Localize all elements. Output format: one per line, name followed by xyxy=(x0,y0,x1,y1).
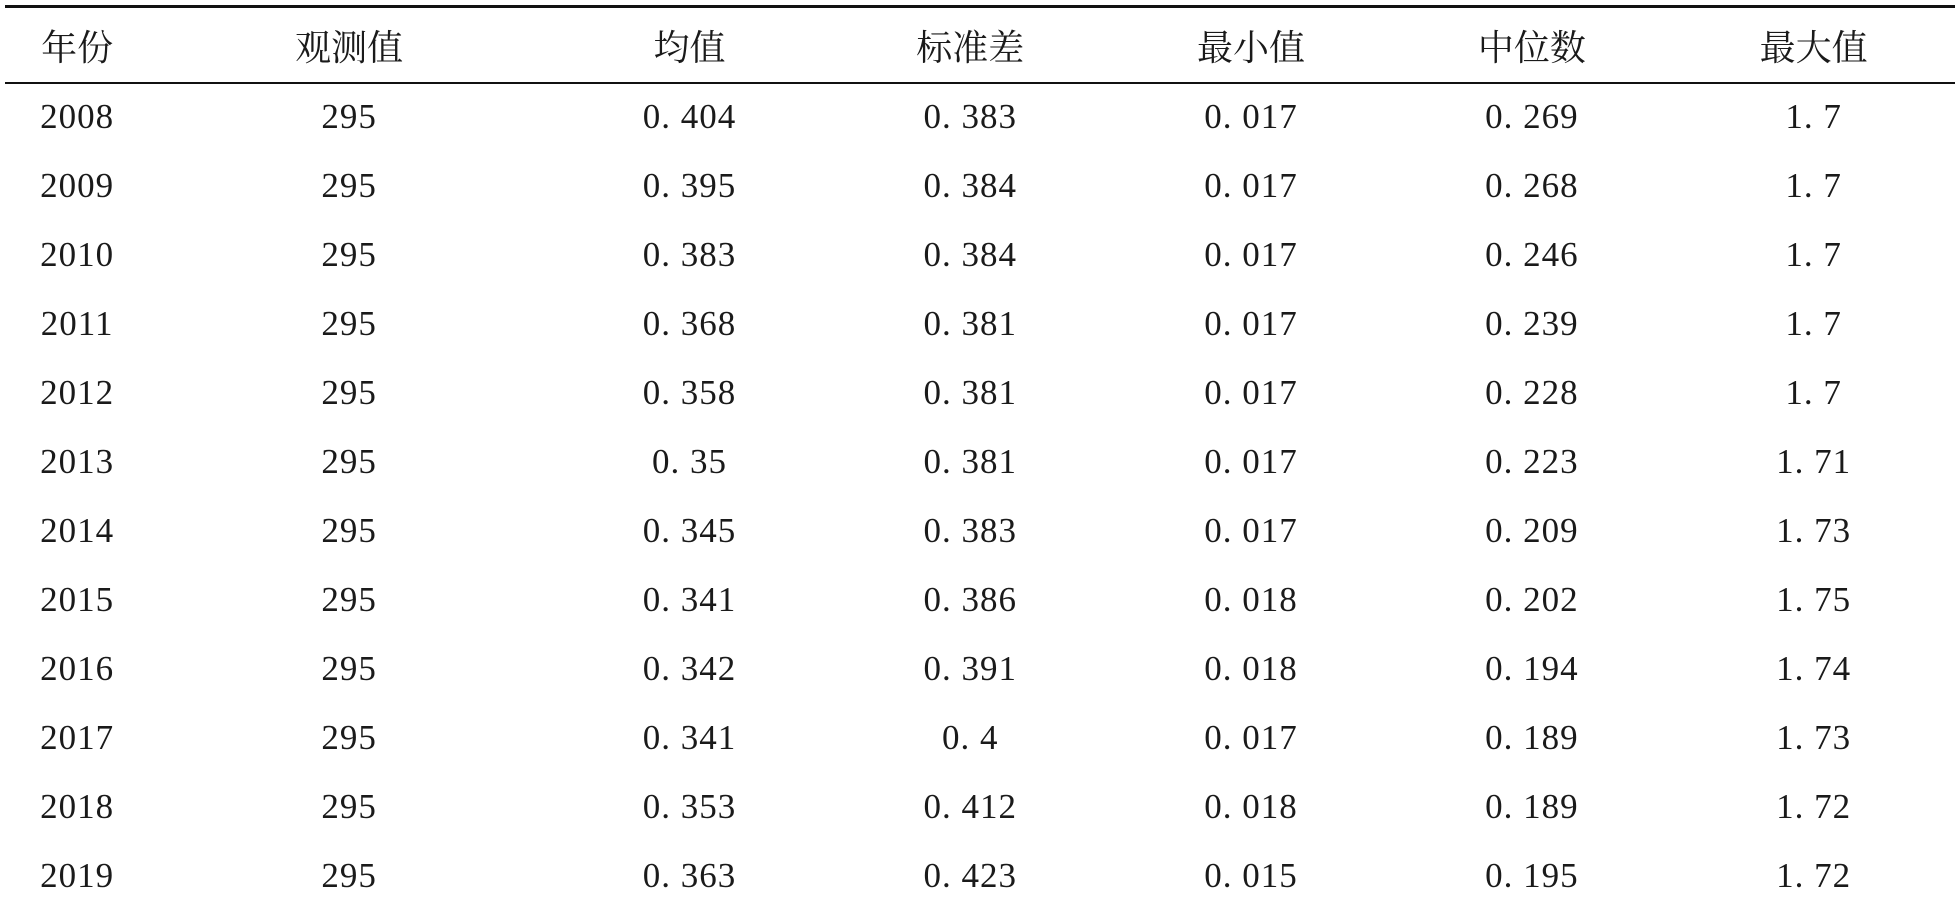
table-row xyxy=(5,82,1955,151)
cell-observations: 295 xyxy=(321,234,377,274)
cell-std-dev: 0. 381 xyxy=(923,441,1017,481)
header-mean: 均值 xyxy=(653,27,726,68)
cell-median: 0. 209 xyxy=(1485,510,1579,550)
cell-mean: 0. 35 xyxy=(651,441,727,481)
cell-max: 1. 75 xyxy=(1776,579,1852,619)
table-header-row xyxy=(5,8,1955,82)
table-row xyxy=(5,289,1955,358)
cell-year: 2019 xyxy=(40,855,115,895)
cell-mean: 0. 342 xyxy=(642,648,737,688)
table-row xyxy=(5,565,1955,634)
cell-max: 1. 73 xyxy=(1776,717,1852,757)
cell-mean: 0. 353 xyxy=(642,786,737,826)
cell-std-dev: 0. 386 xyxy=(923,579,1017,619)
cell-year: 2009 xyxy=(40,165,115,205)
table-body xyxy=(5,82,1955,910)
cell-observations: 295 xyxy=(321,303,377,343)
cell-year: 2008 xyxy=(40,96,115,136)
cell-median: 0. 228 xyxy=(1485,372,1579,412)
cell-max: 1. 73 xyxy=(1776,510,1852,550)
cell-mean: 0. 395 xyxy=(642,165,737,205)
cell-min: 0. 017 xyxy=(1204,441,1298,481)
cell-observations: 295 xyxy=(321,855,377,895)
table-row xyxy=(5,358,1955,427)
cell-observations: 295 xyxy=(321,441,377,481)
cell-year: 2012 xyxy=(40,372,115,412)
cell-median: 0. 239 xyxy=(1485,303,1579,343)
cell-median: 0. 189 xyxy=(1485,717,1579,757)
cell-median: 0. 269 xyxy=(1485,96,1579,136)
table-row xyxy=(5,151,1955,220)
table-row xyxy=(5,427,1955,496)
cell-year: 2013 xyxy=(40,441,115,481)
cell-std-dev: 0. 383 xyxy=(923,510,1017,550)
cell-year: 2015 xyxy=(40,579,115,619)
table-row xyxy=(5,703,1955,772)
cell-median: 0. 223 xyxy=(1485,441,1579,481)
cell-median: 0. 268 xyxy=(1485,165,1579,205)
cell-observations: 295 xyxy=(321,372,377,412)
cell-min: 0. 018 xyxy=(1204,648,1298,688)
cell-year: 2018 xyxy=(40,786,115,826)
cell-year: 2011 xyxy=(40,303,114,343)
header-median: 中位数 xyxy=(1477,27,1586,68)
cell-min: 0. 017 xyxy=(1204,234,1298,274)
cell-year: 2016 xyxy=(40,648,115,688)
cell-min: 0. 017 xyxy=(1204,96,1298,136)
cell-std-dev: 0. 383 xyxy=(923,96,1017,136)
cell-min: 0. 018 xyxy=(1204,786,1298,826)
cell-min: 0. 015 xyxy=(1204,855,1298,895)
cell-max: 1. 7 xyxy=(1785,372,1842,412)
cell-std-dev: 0. 391 xyxy=(923,648,1017,688)
cell-observations: 295 xyxy=(321,96,377,136)
cell-observations: 295 xyxy=(321,510,377,550)
header-std-dev: 标准差 xyxy=(916,27,1025,68)
cell-std-dev: 0. 381 xyxy=(923,372,1017,412)
cell-max: 1. 7 xyxy=(1785,303,1842,343)
cell-year: 2014 xyxy=(40,510,115,550)
cell-min: 0. 017 xyxy=(1204,717,1298,757)
cell-max: 1. 7 xyxy=(1785,96,1842,136)
cell-mean: 0. 341 xyxy=(642,717,737,757)
cell-max: 1. 72 xyxy=(1776,855,1852,895)
cell-min: 0. 017 xyxy=(1204,510,1298,550)
cell-std-dev: 0. 412 xyxy=(923,786,1017,826)
cell-min: 0. 017 xyxy=(1204,165,1298,205)
table-row xyxy=(5,220,1955,289)
cell-mean: 0. 383 xyxy=(642,234,737,274)
cell-max: 1. 7 xyxy=(1785,234,1842,274)
cell-std-dev: 0. 381 xyxy=(923,303,1017,343)
table-row xyxy=(5,496,1955,565)
cell-median: 0. 194 xyxy=(1485,648,1579,688)
cell-max: 1. 71 xyxy=(1776,441,1852,481)
cell-median: 0. 189 xyxy=(1485,786,1579,826)
cell-std-dev: 0. 4 xyxy=(941,717,999,757)
cell-median: 0. 202 xyxy=(1485,579,1579,619)
cell-mean: 0. 404 xyxy=(642,96,737,136)
cell-mean: 0. 368 xyxy=(642,303,737,343)
cell-observations: 295 xyxy=(321,786,377,826)
cell-min: 0. 017 xyxy=(1204,303,1298,343)
cell-median: 0. 195 xyxy=(1485,855,1579,895)
cell-max: 1. 74 xyxy=(1776,648,1852,688)
cell-observations: 295 xyxy=(321,717,377,757)
header-year: 年份 xyxy=(41,27,114,68)
cell-min: 0. 018 xyxy=(1204,579,1298,619)
cell-min: 0. 017 xyxy=(1204,372,1298,412)
cell-mean: 0. 363 xyxy=(642,855,737,895)
cell-year: 2010 xyxy=(40,234,115,274)
cell-mean: 0. 358 xyxy=(642,372,737,412)
cell-mean: 0. 345 xyxy=(642,510,737,550)
table-row xyxy=(5,772,1955,841)
header-max: 最大值 xyxy=(1759,27,1868,68)
descriptive-statistics-table xyxy=(5,8,1955,910)
table-row xyxy=(5,841,1955,910)
cell-std-dev: 0. 423 xyxy=(923,855,1017,895)
header-observations: 观测值 xyxy=(295,27,404,68)
table-row xyxy=(5,634,1955,703)
cell-observations: 295 xyxy=(321,648,377,688)
cell-mean: 0. 341 xyxy=(642,579,737,619)
cell-year: 2017 xyxy=(40,717,115,757)
cell-max: 1. 72 xyxy=(1776,786,1852,826)
cell-max: 1. 7 xyxy=(1785,165,1842,205)
cell-std-dev: 0. 384 xyxy=(923,165,1017,205)
cell-observations: 295 xyxy=(321,579,377,619)
header-min: 最小值 xyxy=(1197,27,1306,68)
table-header-rule xyxy=(5,82,1955,84)
cell-median: 0. 246 xyxy=(1485,234,1579,274)
cell-std-dev: 0. 384 xyxy=(923,234,1017,274)
cell-observations: 295 xyxy=(321,165,377,205)
